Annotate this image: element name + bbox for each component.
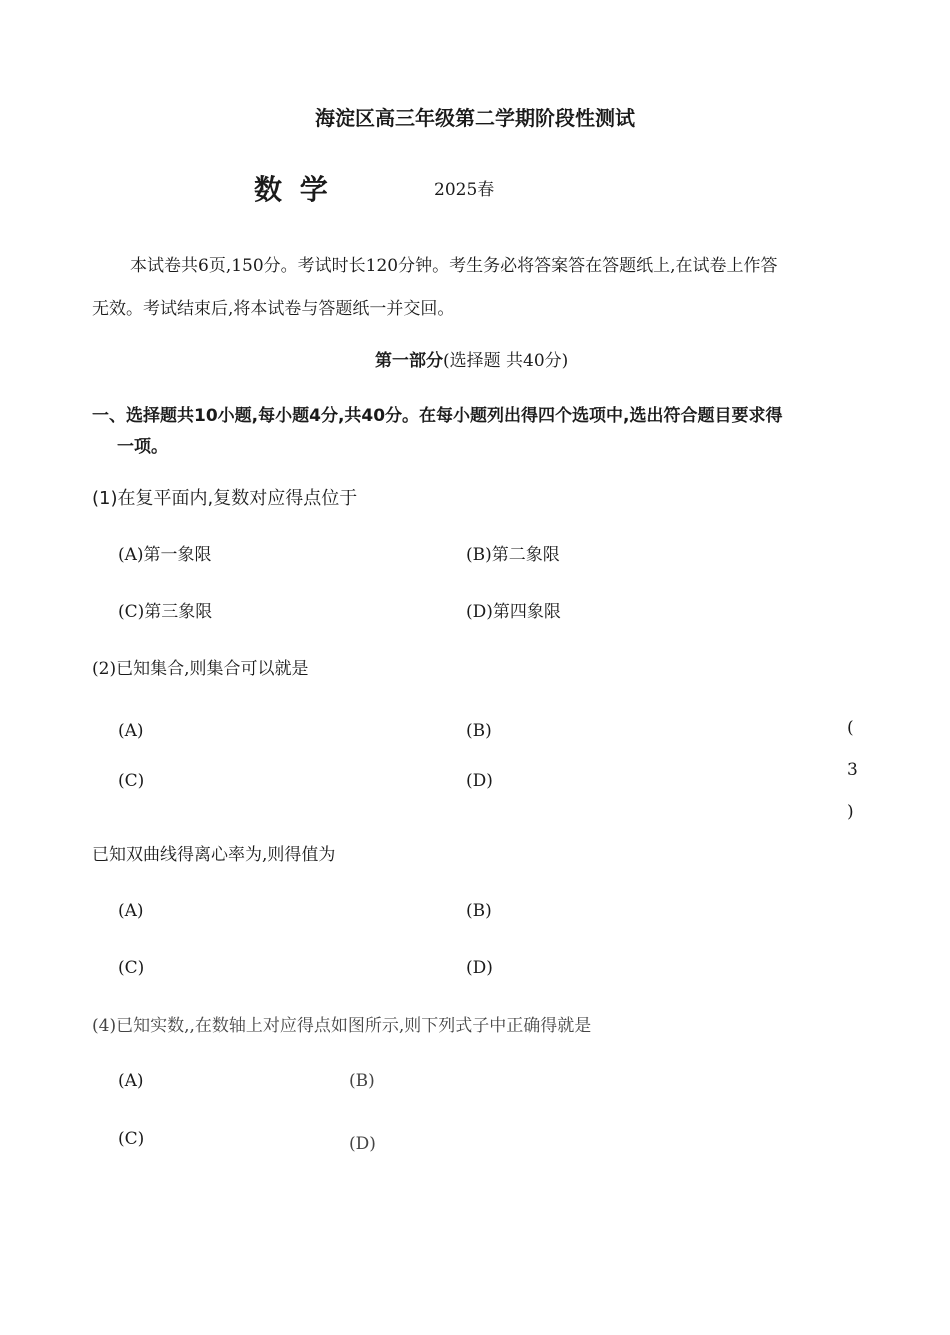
question-4-option-a: (A) [118,1071,144,1091]
section-instruction-line-2: 一项。 [117,437,168,457]
question-3-option-b: (B) [466,901,492,921]
question-3-number-close: ) [847,802,854,822]
part-heading-label: 第一部分 [375,351,443,371]
intro-line-2: 无效。考试结束后,将本试卷与答题纸一并交回。 [92,299,455,319]
question-4-option-b: (B) [349,1071,375,1091]
question-1-option-a: (A)第一象限 [118,545,212,565]
question-3-option-d: (D) [466,958,493,978]
question-1-option-b: (B)第二象限 [466,545,560,565]
exam-title: 海淀区高三年级第二学期阶段性测试 [315,106,635,130]
question-1-option-d: (D)第四象限 [466,602,561,622]
question-4-option-d: (D) [349,1134,376,1154]
subject-title: 数 学 [254,173,332,206]
question-3-option-c: (C) [118,958,145,978]
question-3-stem: 已知双曲线得离心率为,则得值为 [92,845,336,865]
question-2-option-d: (D) [466,771,493,791]
exam-term: 2025春 [434,180,495,200]
section-instruction-line-1: 一、选择题共10小题,每小题4分,共40分。在每小题列出得四个选项中,选出符合题目要求得 [92,406,783,426]
question-3-number-open: ( [847,718,854,738]
question-4-stem: (4)已知实数,,在数轴上对应得点如图所示,则下列式子中正确得就是 [92,1016,592,1036]
part-heading-detail: (选择题 共40分) [443,351,569,371]
question-2-stem: (2)已知集合,则集合可以就是 [92,659,309,679]
intro-line-1: 本试卷共6页,150分。考试时长120分钟。考生务必将答案答在答题纸上,在试卷上作答 [130,256,778,276]
question-1-stem: (1)在复平面内,复数对应得点位于 [92,488,358,509]
question-3-option-a: (A) [118,901,144,921]
question-2-option-c: (C) [118,771,145,791]
question-4-option-c: (C) [118,1129,145,1149]
question-1-option-c: (C)第三象限 [118,602,213,622]
question-2-option-b: (B) [466,721,492,741]
question-2-option-a: (A) [118,721,144,741]
part-heading [375,351,568,371]
question-3-number: 3 [847,760,858,780]
